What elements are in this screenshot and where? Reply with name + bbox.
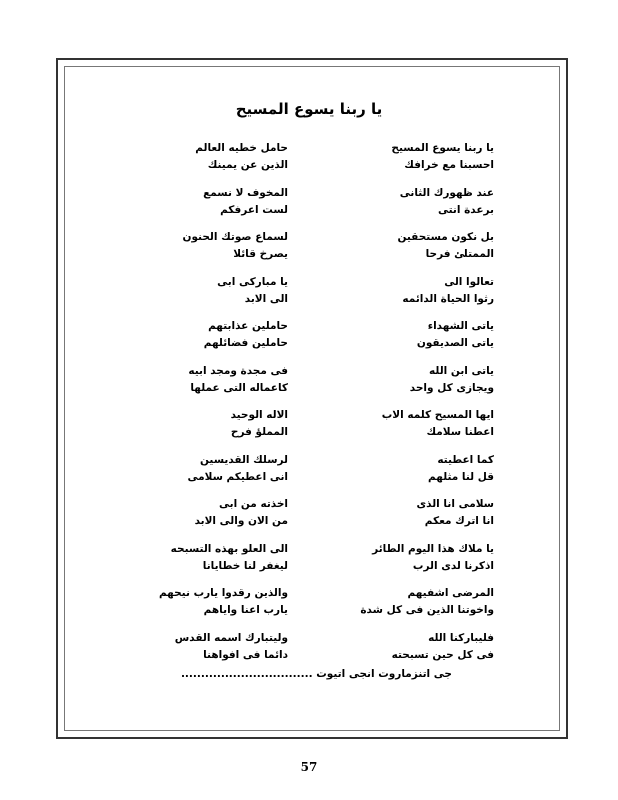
- stanza-11-left: [159, 585, 288, 619]
- verse-line: ايها المسيح كلمه الاب: [381, 409, 494, 421]
- verse-line: برعدة انتى: [437, 203, 494, 216]
- stanza-3-right: [397, 229, 494, 263]
- stanza-9-right: [417, 496, 494, 530]
- verse-line: حاملين فضائلهم: [203, 337, 288, 349]
- stanza-4-left: [217, 274, 288, 308]
- verse-line: يا مباركى ابى: [217, 275, 288, 288]
- stanza-9-left: [195, 496, 288, 530]
- closing-line: جى اتنزماروت انجى اتيوت .................................: [180, 668, 452, 680]
- verse-line: سلامى انا الذى: [416, 498, 494, 510]
- stanza-1-right: [391, 140, 494, 174]
- verse-line: انا اترك معكم: [424, 515, 494, 527]
- stanza-7-right: [382, 407, 494, 441]
- hymn-title: يا ربنا يسوع المسيح: [235, 100, 383, 118]
- verse-line: والذين رقدوا يارب نيحهم: [158, 587, 288, 599]
- verse-line: بل نكون مستحقين: [397, 231, 494, 243]
- stanza-10-left: [171, 541, 288, 575]
- verse-line: احسبنا مع خرافك: [404, 159, 494, 171]
- verse-line: الى الابد: [244, 292, 288, 305]
- stanza-8-right: [428, 452, 494, 486]
- verse-line: دائما فى افواهنا: [203, 648, 288, 661]
- verse-line: واخوتنا الذين فى كل شدة: [360, 604, 494, 616]
- verse-line: لرسلك القديسين: [199, 453, 288, 466]
- verse-line: يا ربنا يسوع المسيح: [391, 142, 494, 154]
- stanza-4-right: [402, 274, 494, 308]
- stanza-1-left: [195, 140, 288, 174]
- verse-line: حامل خطيه العالم: [195, 142, 288, 154]
- stanza-6-left: [188, 363, 288, 397]
- verse-line: حاملين عذابتهم: [208, 320, 288, 332]
- verse-line: يارب اعنا واياهم: [203, 604, 288, 616]
- verse-line: من الان والى الابد: [194, 515, 288, 527]
- verse-line: تعالوا الى: [444, 275, 494, 288]
- verse-line: الذين عن يمينك: [207, 159, 288, 171]
- verse-line: عند ظهورك الثانى: [399, 186, 494, 199]
- stanza-6-right: [410, 363, 494, 397]
- verse-line: وليتبارك اسمه القدس: [174, 631, 288, 644]
- stanza-5-left: [204, 318, 288, 352]
- verse-line: لسماع صوتك الحنون: [182, 231, 288, 243]
- verse-line: ياتى ابن الله: [429, 364, 494, 377]
- verse-line: كما اعطيته: [437, 453, 494, 466]
- verse-line: ليغفر لنا خطايانا: [202, 559, 288, 572]
- verse-line: الى العلو بهذه التسبحه: [170, 542, 288, 555]
- stanza-3-left: [183, 229, 288, 263]
- verse-line: قل لنا مثلهم: [428, 470, 494, 483]
- verse-line: فى مجدة ومجد ابيه: [188, 364, 288, 377]
- stanza-7-left: [231, 407, 288, 441]
- verse-line: ياتى الصديقون: [416, 337, 494, 349]
- verse-line: فليباركنا الله: [428, 631, 494, 644]
- verse-line: كاعماله التى عملها: [190, 381, 288, 394]
- verse-line: يصرخ قائلا: [233, 248, 288, 260]
- page-number: 57: [300, 760, 318, 774]
- stanza-10-right: [372, 541, 494, 575]
- verse-line: الاله الوحيد: [230, 409, 288, 421]
- verse-line: المملؤ فرح: [230, 426, 288, 438]
- verse-line: رثوا الحياة الدائمه: [402, 292, 494, 305]
- stanza-12-right: [392, 630, 494, 664]
- verse-line: ويجازى كل واحد: [409, 381, 494, 394]
- verse-line: ياتى الشهداء: [427, 320, 494, 332]
- verse-line: يا ملاك هذا اليوم الطائر: [372, 542, 494, 555]
- verse-line: لست اعرفكم: [220, 203, 288, 216]
- verse-line: انى اعطيكم سلامى: [187, 470, 288, 483]
- stanza-2-right: [400, 185, 494, 219]
- stanza-12-left: [175, 630, 288, 664]
- verse-line: اعطنا سلامك: [426, 426, 494, 438]
- verse-line: اذكرنا لدى الرب: [412, 559, 494, 572]
- verse-line: الممتلئ فرحا: [425, 248, 494, 260]
- stanza-11-right: [360, 585, 494, 619]
- verse-line: المرضى اشفيهم: [407, 587, 494, 599]
- stanza-5-right: [417, 318, 494, 352]
- verse-line: المخوف لا نسمع: [203, 186, 288, 199]
- verse-line: اخذته من ابى: [219, 498, 288, 510]
- stanza-2-left: [203, 185, 288, 219]
- stanza-8-left: [187, 452, 288, 486]
- verse-line: فى كل حين تسبحته: [391, 648, 494, 661]
